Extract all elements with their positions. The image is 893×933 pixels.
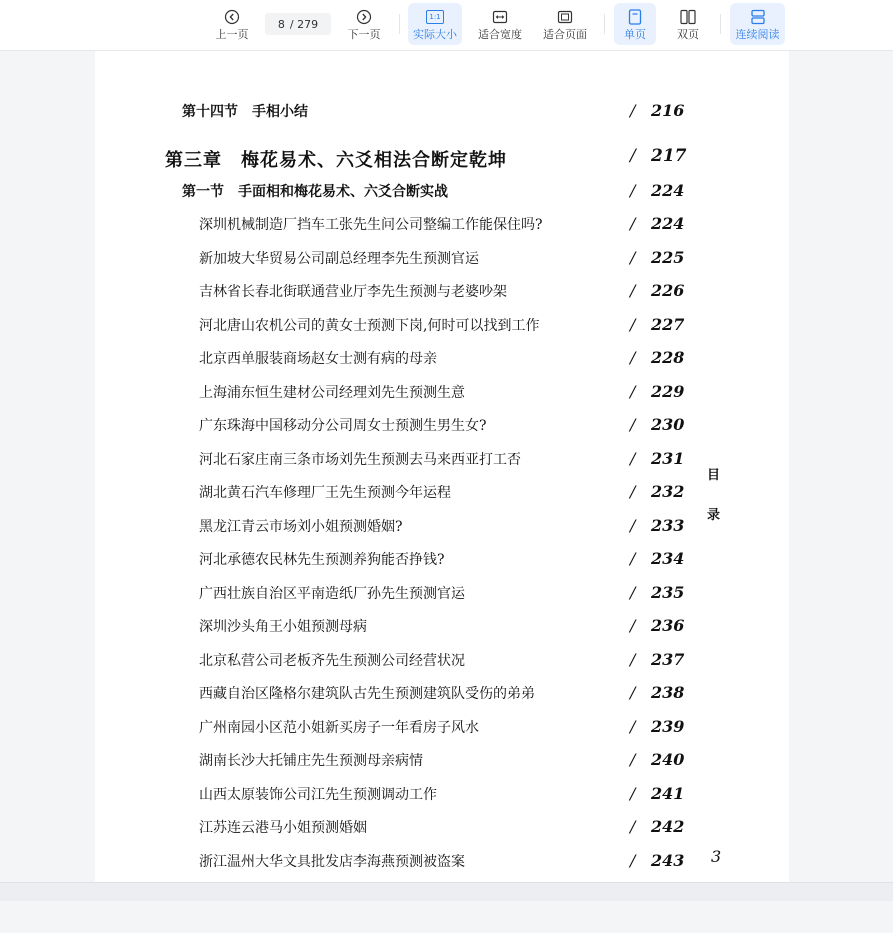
- side-label-lu: 录: [707, 508, 721, 523]
- toc-entry-title: 广州南园小区范小姐新买房子一年看房子风水: [199, 719, 479, 736]
- toc-entry[interactable]: [95, 315, 789, 339]
- toc-entry[interactable]: [95, 583, 789, 607]
- toc-entry-title: 上海浦东恒生建材公司经理刘先生预测生意: [199, 384, 465, 401]
- toc-entry-title: 第十四节 手相小结: [182, 104, 308, 120]
- toc-entry[interactable]: [95, 851, 789, 875]
- fit-page-label: 适合页面: [543, 28, 587, 41]
- page-number: 3: [711, 847, 722, 866]
- toolbar-divider: [399, 14, 400, 34]
- toc-entry-page: 234: [651, 549, 685, 568]
- toc-entry-separator: /: [630, 616, 636, 635]
- toc-entry[interactable]: [95, 101, 789, 125]
- toc-entry-separator: /: [630, 247, 636, 267]
- toc-entry-title: 黑龙江青云市场刘小姐预测婚姻?: [199, 518, 403, 535]
- scrollbar[interactable]: [889, 102, 893, 933]
- actual-size-icon: [426, 9, 444, 25]
- toc-entry-separator: /: [630, 515, 636, 535]
- continuous-reading-label: 连续阅读: [735, 28, 780, 41]
- toc-entry-separator: /: [630, 783, 636, 803]
- toc-entry-title: 第三章 梅花易术、六爻相法合断定乾坤: [165, 150, 507, 171]
- toc-entry-page: 242: [651, 817, 685, 836]
- horizontal-scrollbar[interactable]: [0, 882, 893, 901]
- toc-entry-title: 河北承德农民林先生预测养狗能否挣钱?: [199, 552, 445, 568]
- toc-entry[interactable]: [95, 281, 789, 305]
- toc-entry-separator: /: [630, 415, 636, 434]
- toc-entry-separator: /: [630, 146, 636, 166]
- toc-entry[interactable]: [95, 482, 789, 506]
- toc-entry-page: 238: [651, 683, 685, 702]
- toc-entry-title: 湖南长沙大托铺庄先生预测母亲病情: [199, 753, 423, 769]
- toc-entry-title: 广东珠海中国移动分公司周女士预测生男生女?: [199, 418, 487, 434]
- toc-entry-title: 河北唐山农机公司的黄女士预测下岗,何时可以找到工作: [199, 317, 540, 334]
- document-page: [95, 51, 789, 882]
- continuous-reading-button[interactable]: [730, 3, 785, 45]
- single-page-icon: [628, 9, 642, 25]
- toc-entry[interactable]: [95, 616, 789, 640]
- toc-entry-separator: /: [630, 348, 636, 367]
- toc-entry-separator: /: [630, 214, 636, 233]
- toolbar-divider: [720, 14, 721, 34]
- toc-entry-separator: /: [630, 716, 636, 736]
- toc-entry-separator: /: [630, 683, 636, 702]
- toolbar-divider: [604, 14, 605, 34]
- toc-entry-page: 233: [651, 515, 685, 535]
- fit-page-icon: [557, 9, 573, 25]
- toc-entry-title: 广西壮族自治区平南造纸厂孙先生预测官运: [199, 585, 465, 602]
- double-page-label: 双页: [677, 28, 699, 41]
- toc-entry-separator: /: [630, 482, 636, 501]
- toc-entry[interactable]: [95, 750, 789, 774]
- toc-entry-separator: /: [630, 582, 636, 602]
- toc-entry-page: 232: [651, 482, 685, 501]
- toc-entry-separator: /: [630, 381, 636, 401]
- current-page-value: 8: [277, 17, 285, 31]
- toc-entry[interactable]: [95, 516, 789, 540]
- toc-entry-page: 243: [651, 850, 685, 870]
- toc-entry-page: 227: [651, 314, 685, 334]
- single-page-button[interactable]: [614, 3, 656, 45]
- toc-entry-separator: /: [630, 101, 636, 120]
- fit-width-button[interactable]: [474, 3, 526, 45]
- toc-entry-page: 224: [651, 181, 685, 200]
- toc-entry[interactable]: [95, 146, 789, 170]
- continuous-reading-icon: [750, 9, 766, 25]
- toc-entry-separator: /: [630, 750, 636, 769]
- toc-entry-separator: /: [630, 448, 636, 468]
- toc-entry-page: 224: [651, 214, 685, 233]
- toc-entry[interactable]: [95, 382, 789, 406]
- next-page-label: 下一页: [347, 28, 381, 41]
- toc-entry-title: 浙江温州大华文具批发店李海燕预测被盗案: [199, 853, 465, 870]
- toc-entry[interactable]: [95, 449, 789, 473]
- chevron-right-icon: [356, 9, 372, 25]
- toc-entry-page: 228: [651, 348, 685, 367]
- toc-entry-title: 湖北黄石汽车修理厂王先生预测今年运程: [199, 485, 451, 501]
- toc-entry-page: 235: [651, 582, 685, 602]
- document-viewer[interactable]: [0, 51, 893, 882]
- toc-entry[interactable]: [95, 717, 789, 741]
- toc-entry-title: 吉林省长春北街联通营业厅李先生预测与老婆吵架: [199, 284, 507, 300]
- toc-entry[interactable]: [95, 549, 789, 573]
- toc-entry-separator: /: [630, 850, 636, 870]
- actual-size-button[interactable]: [408, 3, 462, 45]
- toc-entry[interactable]: [95, 181, 789, 205]
- toc-entry-page: 236: [651, 616, 685, 635]
- toc-entry-title: 北京西单服装商场赵女士测有病的母亲: [199, 351, 437, 367]
- toc-entry-page: 230: [651, 415, 685, 434]
- page-number-input[interactable]: [265, 13, 331, 35]
- toc-entry-separator: /: [630, 281, 636, 300]
- side-label-mu: 目: [707, 468, 721, 483]
- fit-page-button[interactable]: [539, 3, 591, 45]
- prev-page-label: 上一页: [215, 28, 249, 41]
- toc-entry-page: 225: [651, 247, 685, 267]
- fit-width-icon: [492, 9, 508, 25]
- fit-width-label: 适合宽度: [478, 28, 522, 41]
- toc-entry-title: 新加坡大华贸易公司副总经理李先生预测官运: [199, 250, 479, 267]
- toc-entry-page: 217: [651, 146, 687, 166]
- prev-page-button[interactable]: [210, 3, 254, 45]
- toc-entry-page: 241: [651, 783, 685, 803]
- toc-entry[interactable]: [95, 683, 789, 707]
- toc-entry-separator: /: [630, 181, 636, 200]
- toc-entry-title: 江苏连云港马小姐预测婚姻: [199, 820, 367, 836]
- toc-entry-page: 239: [651, 716, 685, 736]
- toc-entry-page: 231: [651, 448, 685, 468]
- toc-entry[interactable]: [95, 348, 789, 372]
- chevron-left-icon: [224, 9, 240, 25]
- toc-entry[interactable]: [95, 817, 789, 841]
- toc-entry[interactable]: [95, 650, 789, 674]
- double-page-icon: [680, 9, 696, 25]
- toc-entry-title: 深圳沙头角王小姐预测母病: [199, 619, 367, 635]
- toolbar: [0, 0, 893, 51]
- toc-entry-page: 237: [651, 649, 685, 669]
- toc-entry[interactable]: [95, 784, 789, 808]
- toc-entry-page: 229: [651, 381, 685, 401]
- toc-entry-title: 西藏自治区隆格尔建筑队古先生预测建筑队受伤的弟弟: [199, 686, 535, 702]
- total-pages-value: / 279: [289, 17, 319, 31]
- toc-entry-title: 北京私营公司老板齐先生预测公司经营状况: [199, 652, 465, 669]
- toc-entry-page: 216: [651, 101, 685, 120]
- toc-entry-separator: /: [630, 817, 636, 836]
- actual-size-label: 实际大小: [413, 28, 457, 41]
- toc-entry[interactable]: [95, 214, 789, 238]
- toc-entry-title: 山西太原装饰公司江先生预测调动工作: [199, 786, 437, 803]
- toc-entry[interactable]: [95, 415, 789, 439]
- actual-size-icon-text: 1:1: [426, 10, 444, 24]
- toc-entry-title: 第一节 手面相和梅花易术、六爻合断实战: [182, 184, 448, 200]
- toc-entry-separator: /: [630, 549, 636, 568]
- single-page-label: 单页: [624, 28, 646, 41]
- toc-entry-title: 河北石家庄南三条市场刘先生预测去马来西亚打工否: [199, 451, 521, 468]
- toc-entry[interactable]: [95, 248, 789, 272]
- toc-entry-title: 深圳机械制造厂挡车工张先生问公司整编工作能保住吗?: [199, 217, 543, 233]
- toc-entry-separator: /: [630, 314, 636, 334]
- toc-entry-separator: /: [630, 649, 636, 669]
- toc-entry-page: 240: [651, 750, 685, 769]
- toc-entry-page: 226: [651, 281, 685, 300]
- next-page-button[interactable]: [342, 3, 386, 45]
- double-page-button[interactable]: [667, 3, 709, 45]
